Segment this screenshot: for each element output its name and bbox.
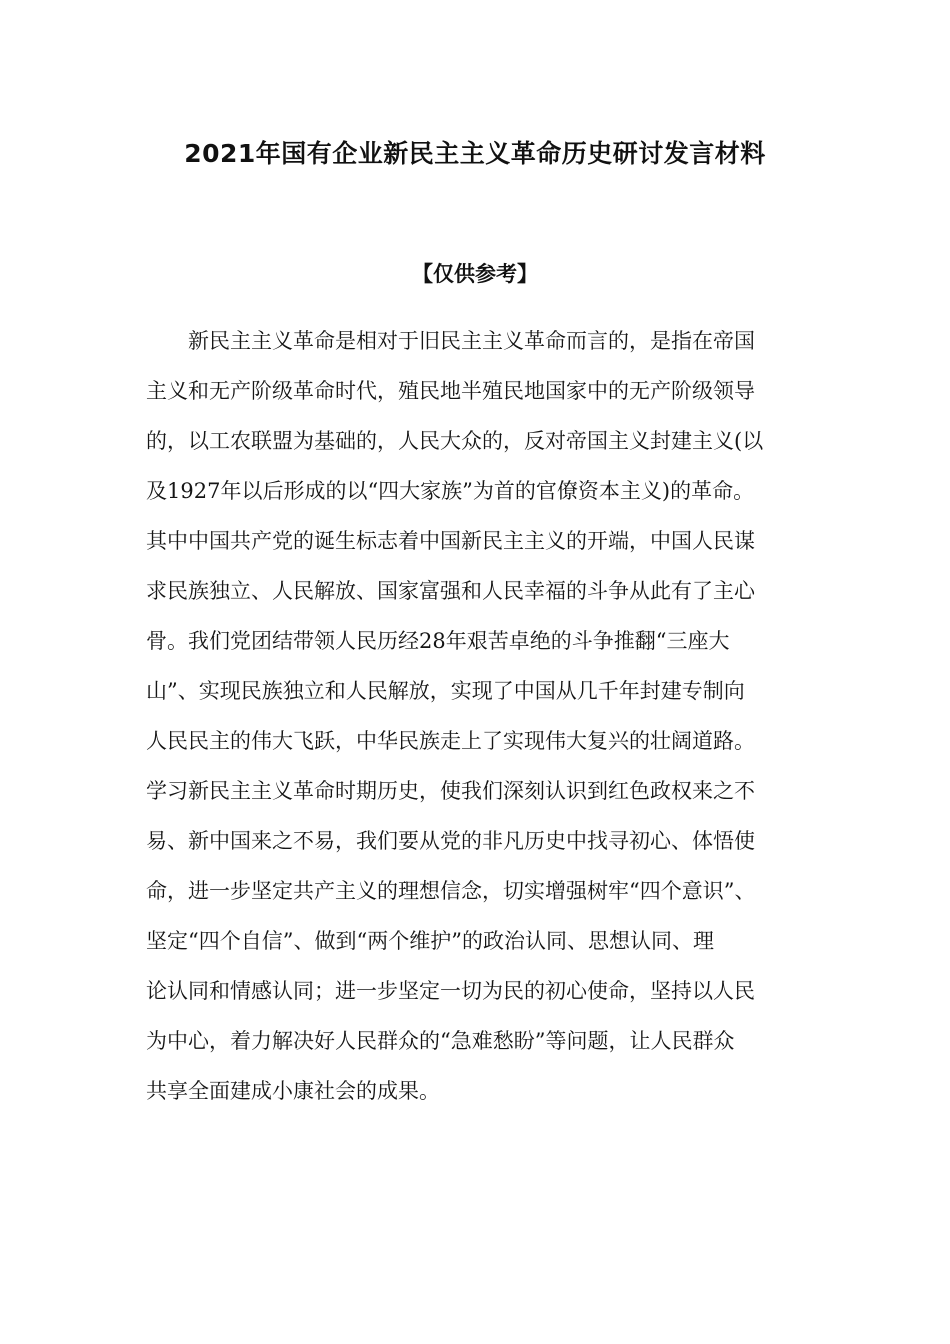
body-line: 新民主主义革命是相对于旧民主主义革命而言的，是指在帝国 bbox=[188, 329, 755, 353]
body-line: 及1927年以后形成的以“四大家族”为首的官僚资本主义)的革命。 bbox=[146, 479, 755, 503]
body-line: 其中中国共产党的诞生标志着中国新民主主义的开端，中国人民谋 bbox=[146, 529, 755, 553]
body-line: 易、新中国来之不易，我们要从党的非凡历史中找寻初心、体悟使 bbox=[146, 829, 755, 853]
body-line: 论认同和情感认同；进一步坚定一切为民的初心使命，坚持以人民 bbox=[146, 979, 755, 1003]
body-line: 为中心，着力解决好人民群众的“急难愁盼”等问题，让人民群众 bbox=[146, 1029, 735, 1053]
body-line: 命，进一步坚定共产主义的理想信念，切实增强树牢“四个意识”、 bbox=[146, 879, 756, 903]
body-line: 的，以工农联盟为基础的，人民大众的，反对帝国主义封建主义(以 bbox=[146, 429, 764, 453]
body-paragraph bbox=[146, 316, 816, 1116]
body-line: 求民族独立、人民解放、国家富强和人民幸福的斗争从此有了主心 bbox=[146, 579, 755, 603]
body-line: 共享全面建成小康社会的成果。 bbox=[146, 1079, 440, 1103]
body-line: 山”、实现民族独立和人民解放，实现了中国从几千年封建专制向 bbox=[146, 679, 745, 703]
body-line: 主义和无产阶级革命时代，殖民地半殖民地国家中的无产阶级领导 bbox=[146, 379, 755, 403]
document-title: 2021年国有企业新民主主义革命历史研讨发言材料 bbox=[184, 139, 766, 168]
body-line: 学习新民主主义革命时期历史，使我们深刻认识到红色政权来之不 bbox=[146, 779, 755, 803]
body-line: 骨。我们党团结带领人民历经28年艰苦卓绝的斗争推翻“三座大 bbox=[146, 629, 730, 653]
body-line: 坚定“四个自信”、做到“两个维护”的政治认同、思想认同、理 bbox=[146, 929, 714, 953]
body-line: 人民民主的伟大飞跃，中华民族走上了实现伟大复兴的壮阔道路。 bbox=[146, 729, 755, 753]
reference-note: 【仅供参考】 bbox=[412, 262, 538, 286]
